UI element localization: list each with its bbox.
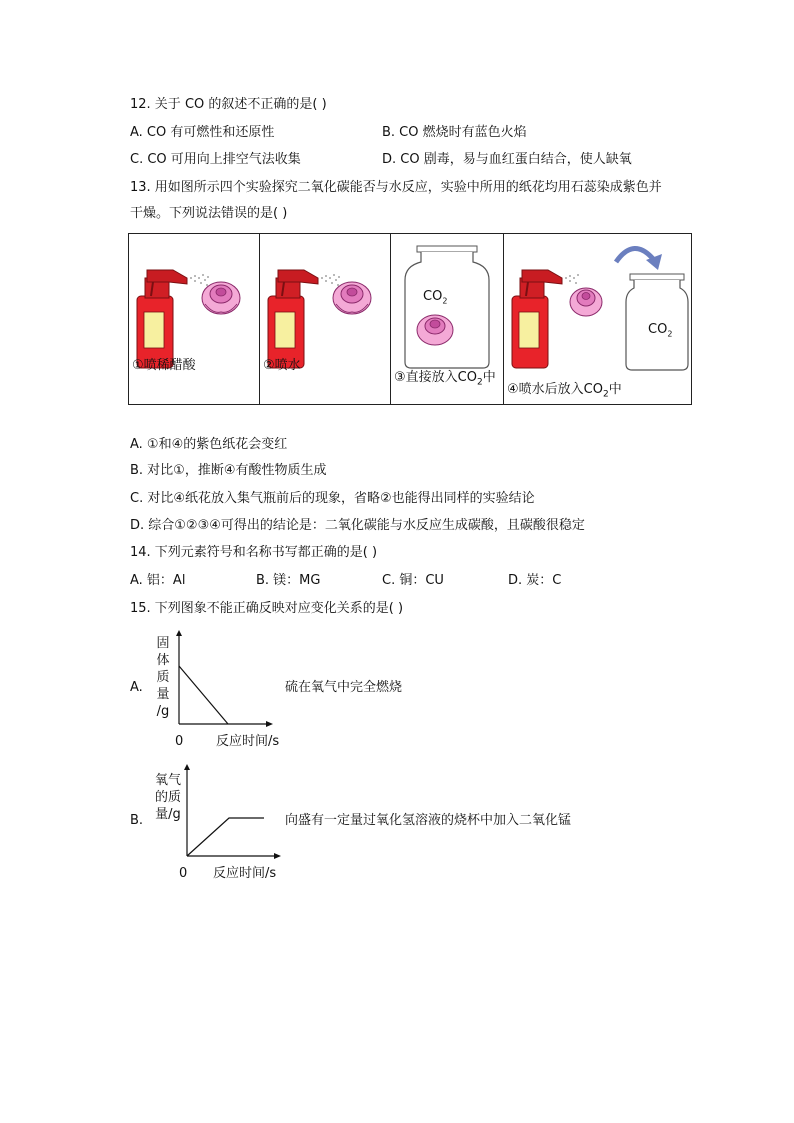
panel-3-caption: ③直接放入$CO_2$中 [394, 370, 496, 388]
q12-option-b: B. CO 燃烧时有蓝色火焰 [382, 125, 527, 140]
graph-b-x-arrow [274, 853, 281, 859]
paper-flower-icon [417, 315, 453, 345]
q15-stem: 15. 下列图象不能正确反映对应变化关系的是( ) [130, 601, 404, 616]
spray-bottle-icon [512, 270, 579, 368]
graph-b-label: B. [130, 813, 144, 828]
q12-option-a: A. CO 有可燃性和还原性 [130, 125, 275, 140]
graph-a-plot [176, 628, 276, 728]
q14-option-d: D. 炭：C [508, 573, 562, 588]
gas-jar-icon [405, 246, 489, 368]
graph-a-xlabel: 反应时间/s [216, 734, 280, 749]
q13-option-a: A. ①和④的紫色纸花会变红 [130, 437, 288, 452]
graph-b-plot [184, 762, 284, 862]
spray-bottle-with-flower-icon [260, 234, 391, 404]
spray-bottle-with-flower-icon [129, 234, 260, 404]
q13-option-c: C. 对比④纸花放入集气瓶前后的现象，省略②也能得出同样的实验结论 [130, 491, 535, 506]
graph-a-ylabel: 固 体 质 量 /g [156, 636, 170, 719]
graph-b-origin: 0 [179, 866, 188, 881]
q13-option-b: B. 对比①，推断④有酸性物质生成 [130, 463, 327, 478]
q13-stem-line2: 干燥。下列说法错误的是( ) [130, 206, 288, 221]
q12-stem: 12. 关于 CO 的叙述不正确的是( ) [130, 97, 327, 112]
jar-label-3: $CO_2$ [423, 289, 448, 306]
q14-option-b: B. 镁：MG [256, 573, 321, 588]
graph-a-description: 硫在氧气中完全燃烧 [285, 680, 403, 695]
curved-arrow-icon [616, 248, 662, 270]
graph-b-description: 向盛有一定量过氧化氢溶液的烧杯中加入二氧化锰 [285, 813, 572, 828]
panel-2 [260, 234, 391, 404]
panel-1 [129, 234, 260, 404]
panel-4 [504, 234, 691, 404]
q13-stem-line1: 13. 用如图所示四个实验探究二氧化碳能否与水反应，实验中所用的纸花均用石蕊染成紫色并 [130, 180, 662, 195]
graph-a-label: A. [130, 680, 143, 695]
q12-option-d: D. CO 剧毒，易与血红蛋白结合，使人缺氧 [382, 152, 632, 167]
panel-1-caption: ①喷稀醋酸 [132, 358, 196, 373]
graph-a-origin: 0 [175, 734, 184, 749]
q13-option-d: D. 综合①②③④可得出的结论是：二氧化碳能与水反应生成碳酸，且碳酸很稳定 [130, 518, 585, 533]
experiment-figure [128, 233, 692, 405]
graph-a-y-arrow [176, 630, 182, 636]
jar-label-4: $CO_2$ [648, 322, 673, 339]
graph-b-y-arrow [184, 764, 190, 770]
q12-option-c: C. CO 可用向上排空气法收集 [130, 152, 301, 167]
paper-flower-icon [202, 282, 240, 314]
q14-stem: 14. 下列元素符号和名称书写都正确的是( ) [130, 545, 378, 560]
panel-3 [391, 234, 504, 404]
panel-4-caption: ④喷水后放入$CO_2$中 [507, 382, 622, 400]
graph-b-xlabel: 反应时间/s [213, 866, 277, 881]
graph-a-curve [179, 666, 228, 724]
graph-b-ylabel: 氧气 的质 量/g [154, 773, 181, 822]
panel-2-caption: ②喷水 [263, 358, 301, 373]
paper-flower-icon [570, 288, 602, 316]
q14-option-c: C. 铜：CU [382, 573, 444, 588]
graph-a-x-arrow [266, 721, 273, 727]
q14-option-a: A. 铝：Al [130, 573, 186, 588]
graph-b-curve [187, 818, 264, 856]
paper-flower-icon [333, 282, 371, 314]
